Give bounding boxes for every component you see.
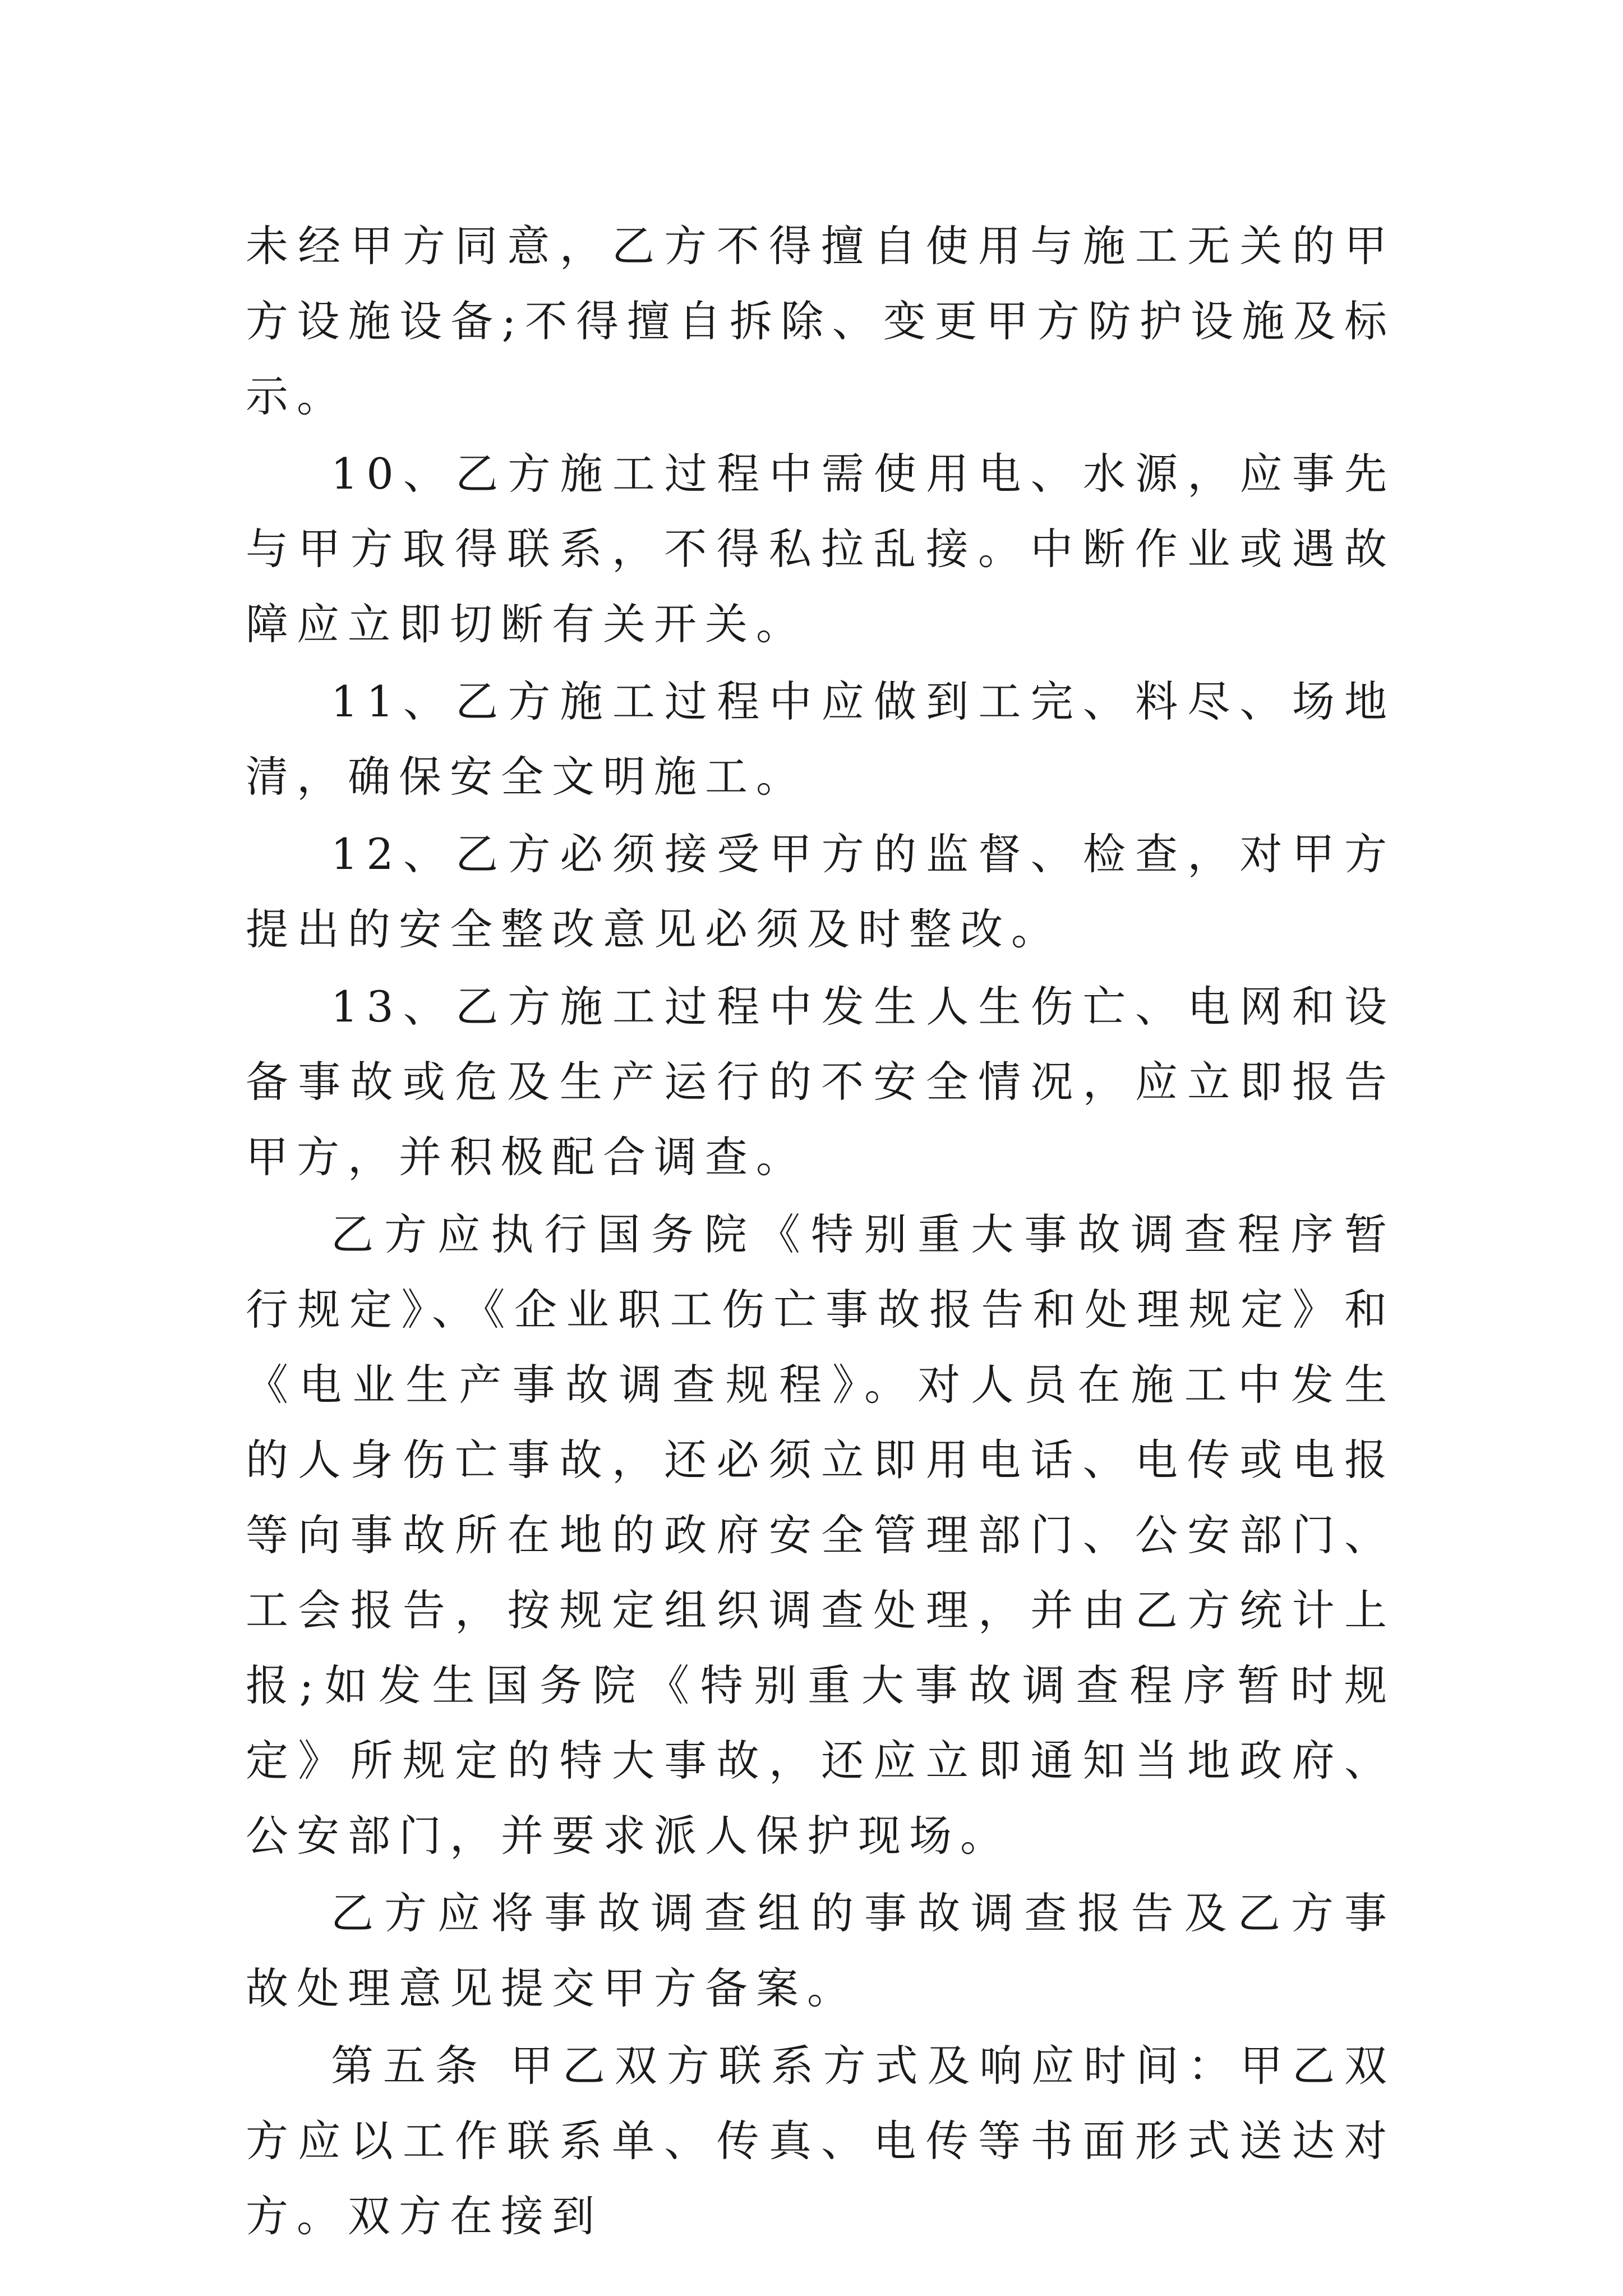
paragraph-clause-10: 10、乙方施工过程中需使用电、水源，应事先与甲方取得联系，不得私拉乱接。中断作业或遇故障应立即切断有关开关。: [246, 449, 1395, 649]
document-body: [246, 209, 1395, 2256]
paragraph-article-5: 第五条 甲乙双方联系方式及响应时间：甲乙双方应以工作联系单、传真、电传等书面形式送达对方。双方在接到: [246, 2041, 1395, 2241]
paragraph-accident-report-filing: 乙方应将事故调查组的事故调查报告及乙方事故处理意见提交甲方备案。: [246, 1888, 1395, 2013]
paragraph-accident-regulations: 乙方应执行国务院《特别重大事故调查程序暂行规定》、《企业职工伤亡事故报告和处理规定》和《电业生产事故调查规程》。对人员在施工中发生的人身伤亡事故，还必须立即用电话、电传或电报等向事故所在地的政府安全管理部门、公安部门、工会报告，按规定组织调查处理，并由乙方统计上报;如发生国务院《特别重大事故调查程序暂时规定》所规定的特大事故，还应立即通知当地政府、公安部门，并要求派人保护现场。: [246, 1209, 1395, 1861]
paragraph-clause-13: 13、乙方施工过程中发生人生伤亡、电网和设备事故或危及生产运行的不安全情况，应立即报告甲方，并积极配合调查。: [246, 982, 1395, 1182]
paragraph-clause-12: 12、乙方必须接受甲方的监督、检查，对甲方提出的安全整改意见必须及时整改。: [246, 829, 1395, 954]
paragraph-clause-11: 11、乙方施工过程中应做到工完、料尽、场地清，确保安全文明施工。: [246, 677, 1395, 802]
paragraph-continuation: 未经甲方同意，乙方不得擅自使用与施工无关的甲方设施设备;不得擅自拆除、变更甲方防护设施及标示。: [246, 221, 1395, 421]
